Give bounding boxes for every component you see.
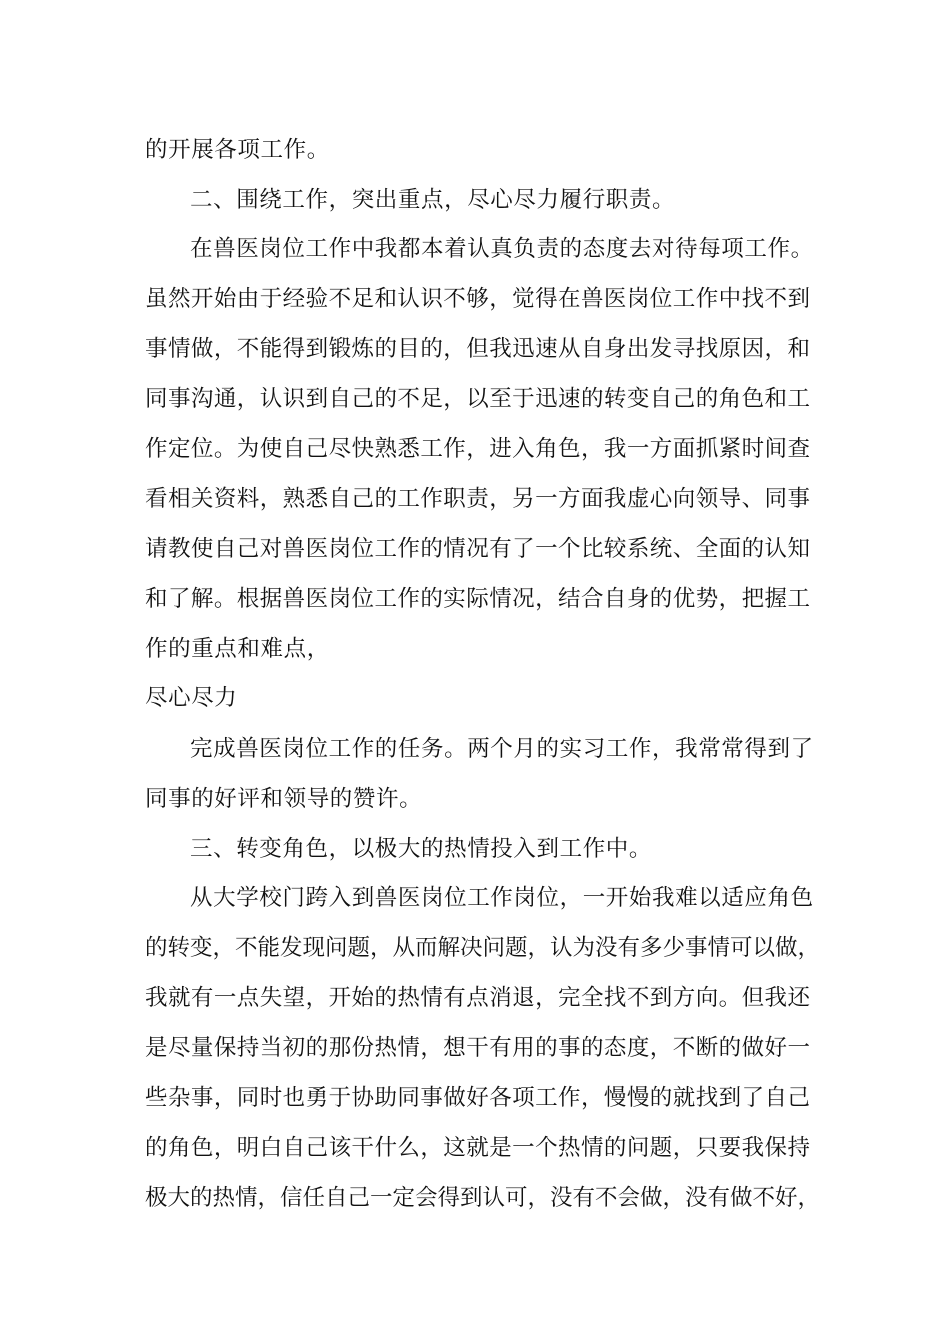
text-line-4: 虽然开始由于经验不足和认识不够，觉得在兽医岗位工作中找不到	[145, 286, 810, 312]
section-heading-3: 三、转变角色，以极大的热情投入到工作中。	[190, 836, 653, 862]
text-line-21: 的角色，明白自己该干什么，这就是一个热情的问题，只要我保持	[145, 1135, 810, 1161]
text-line-1: 的开展各项工作。	[145, 137, 330, 163]
text-line-9: 请教使自己对兽医岗位工作的情况有了一个比较系统、全面的认知	[145, 536, 810, 562]
text-line-6: 同事沟通，认识到自己的不足，以至于迅速的转变自己的角色和工	[145, 386, 810, 412]
text-line-18: 我就有一点失望，开始的热情有点消退，完全找不到方向。但我还	[145, 985, 810, 1011]
text-line-3: 在兽医岗位工作中我都本着认真负责的态度去对待每项工作。	[190, 236, 814, 262]
text-line-19: 是尽量保持当初的那份热情，想干有用的事的态度，不断的做好一	[145, 1035, 810, 1061]
text-line-8: 看相关资料，熟悉自己的工作职责，另一方面我虚心向领导、同事	[145, 486, 810, 512]
text-line-12: 尽心尽力	[145, 685, 238, 711]
text-line-14: 同事的好评和领导的赞许。	[145, 786, 423, 812]
text-line-22: 极大的热情，信任自己一定会得到认可，没有不会做，没有做不好，	[145, 1185, 821, 1211]
text-line-10: 和了解。根据兽医岗位工作的实际情况，结合自身的优势，把握工	[145, 586, 810, 612]
text-line-20: 些杂事，同时也勇于协助同事做好各项工作，慢慢的就找到了自己	[145, 1085, 810, 1111]
text-line-5: 事情做，不能得到锻炼的目的，但我迅速从自身出发寻找原因，和	[145, 336, 810, 362]
text-line-7: 作定位。为使自己尽快熟悉工作，进入角色，我一方面抓紧时间查	[145, 436, 810, 462]
text-line-17: 的转变，不能发现问题，从而解决问题，认为没有多少事情可以做，	[145, 935, 821, 961]
text-line-11: 作的重点和难点，	[145, 636, 330, 662]
section-heading-2: 二、围绕工作，突出重点，尽心尽力履行职责。	[190, 187, 676, 213]
text-line-13: 完成兽医岗位工作的任务。两个月的实习工作，我常常得到了	[190, 736, 814, 762]
text-line-16: 从大学校门跨入到兽医岗位工作岗位，一开始我难以适应角色	[190, 885, 814, 911]
